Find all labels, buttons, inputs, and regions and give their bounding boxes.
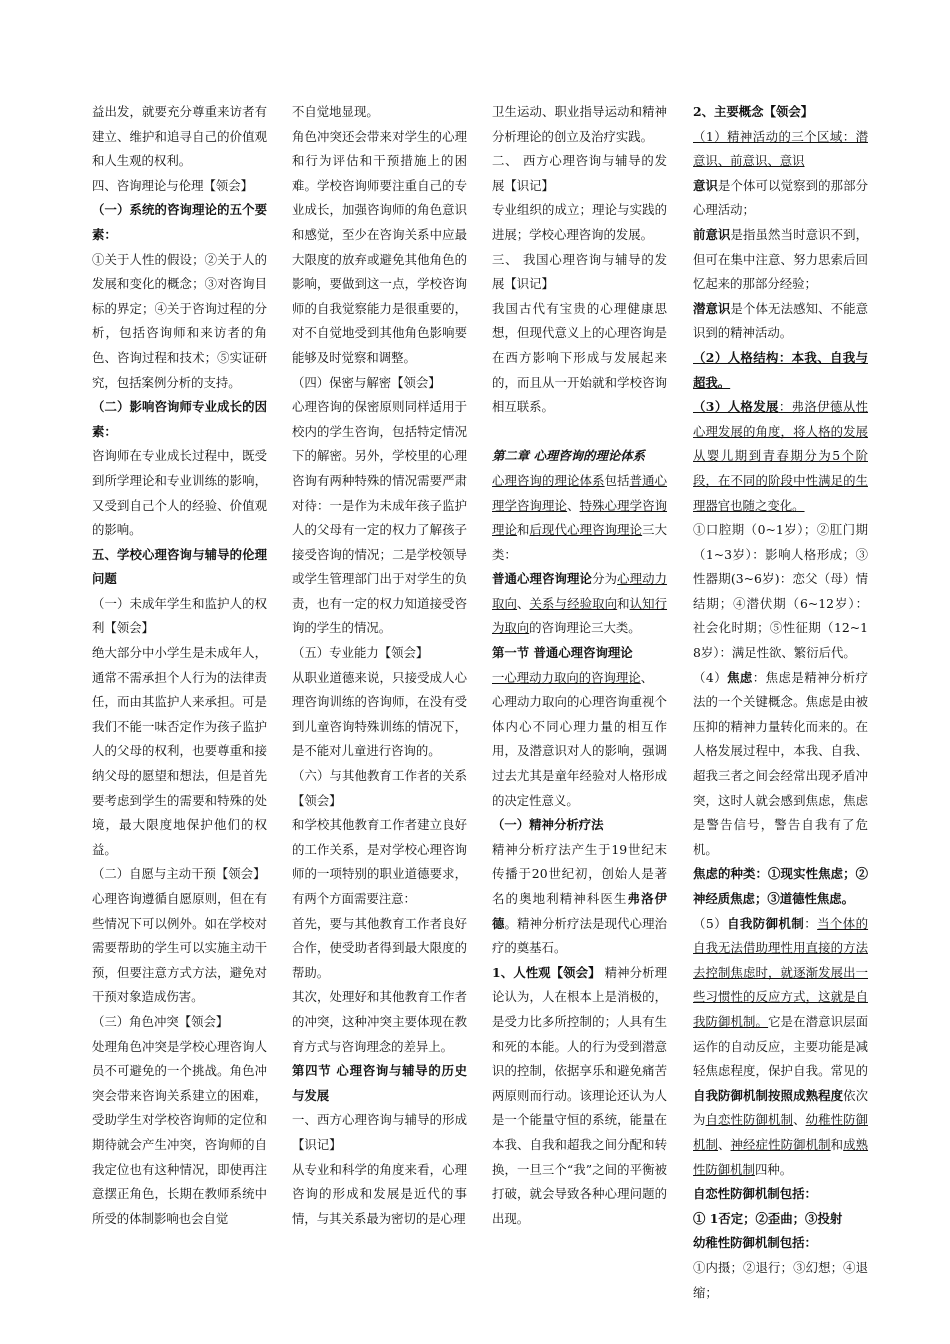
text-run: 它是在潜意识层面运作的自动反应，主要功能是减轻焦虑程度，保护自我。常见的 [693, 1013, 869, 1079]
section-heading: 第四节 心理咨询与辅导的历史与发展 [292, 1063, 467, 1103]
text-run: 和 [517, 522, 530, 538]
text-run: 精神分析疗法产生于19世纪末传播于20世纪初，创始人是著名的奥地利精神科医生 [492, 841, 667, 906]
term: 焦虑 [727, 669, 753, 685]
paragraph: 从专业和科学的角度来看，心理咨询的形成和发展是近代的事情，与其关系最为密切的是心理 [292, 1161, 467, 1226]
text-run: 三大类： [492, 522, 668, 562]
term: 心理咨询的理论体系 [492, 472, 605, 488]
subsection-heading: （一）未成年学生和监护人的权利【领会】 [92, 595, 267, 636]
term: 神经症性防御机制 [730, 1136, 831, 1152]
term: 前意识 [693, 226, 731, 242]
text-column-3 [492, 100, 667, 1231]
section-heading: 四、咨询理论与伦理【领会】 [92, 177, 254, 193]
paragraph: ①内摄；②退行；③幻想；④退缩； [693, 1259, 868, 1300]
subsection-heading: 2、主要概念【领会】 [693, 104, 814, 119]
text-run: ：焦虑是精神分析疗法的一个关键概念。焦虑是由被压抑的精神力量转化而来的。在人格发展过程中，本我、自我、超我三者之间会经常出现矛盾冲突，这时人就会感到焦虑，焦虑是警告信号，警告自我有了危机。 [693, 669, 869, 857]
paragraph: 益出发，就要充分尊重来访者有建立、维护和追寻自己的价值观和人生观的权利。 [92, 104, 267, 169]
term: 心理动力取向 [492, 571, 668, 611]
paragraph [492, 666, 667, 691]
paragraph [693, 912, 868, 1183]
text-run: 、 [718, 1136, 731, 1152]
paragraph: 处理角色冲突是学校心理咨询人员不可避免的一个挑战。角色冲突会带来咨询关系建立的困难，受助学生对学校咨询师的定位和期待就会产生冲突，咨询师的自我定位也有这种情况，即使再注意摆正角色，长期在教师系统中所受的体制影响也会自觉 [92, 1038, 267, 1226]
text-run: 、 [517, 595, 530, 611]
term: 特殊心理学咨询理论 [492, 497, 668, 538]
paragraph: 角色冲突还会带来对学生的心理和行为评估和干预措施上的困难。学校咨询师要注重自己的专业成长，加强咨询师的角色意识和感觉，至少在咨询关系中应最大限度的放弃或避免其他角色的影响，要做到这一点，学校咨询师的自我觉察能力是很重要的，对不自觉地受到其他角色影响要能够及时觉察和调整。 [292, 128, 467, 365]
section-heading: 五、学校心理咨询与辅导的伦理问题 [92, 546, 267, 587]
text-run: ：弗洛伊德从性心理发展的角度，将人格的发展从婴儿期到青春期分为5个阶段，在不同的阶段中性满足的生理器官也随之变化。 [693, 399, 869, 513]
paragraph: 和学校其他教育工作者建立良好的工作关系，是对学校心理咨询师的一项特别的职业道德要求，有两个方面需要注意： [292, 817, 467, 906]
term: 后现代心理咨询理论 [529, 522, 643, 538]
subsection-heading: （一）精神分析疗法 [492, 817, 604, 833]
subsection-heading: （五）专业能力【领会】 [292, 645, 429, 661]
paragraph [693, 666, 868, 863]
subsection-heading: （二）影响咨询师专业成长的因素： [92, 399, 267, 439]
subsection-heading: （四）保密与解密【领会】 [292, 374, 441, 390]
text-run: 、 [793, 1112, 806, 1128]
paragraph: 其次，处理好和其他教育工作者的冲突，这种冲突主要体现在教育方式与咨询理念的差异上。 [292, 989, 467, 1054]
text-column-1 [92, 100, 267, 1231]
text-run: 是个体可以觉察到的那部分心理活动； [693, 177, 869, 218]
term: 普通心理咨询理论 [492, 571, 593, 587]
paragraph: 我国古代有宝贵的心理健康思想，但现代意义上的心理咨询是在西方影响下形成与发展起来的，而且从一开始就和学校咨询相互联系。 [492, 300, 667, 415]
term: 意识 [693, 177, 719, 193]
text-column-4 [693, 100, 868, 1305]
paragraph: （1）精神活动的三个区域：潜意识、前意识、意识 [693, 128, 868, 169]
paragraph: 自恋性防御机制包括： [693, 1186, 817, 1202]
term: （3）人格发展 [693, 399, 779, 415]
paragraph: 幼稚性防御机制包括： [693, 1235, 817, 1251]
paragraph [693, 174, 868, 223]
paragraph: 首先，要与其他教育工作者良好合作，使受助者得到最大限度的帮助。 [292, 915, 467, 980]
text-run: 是个体无法感知、不能意识到的精神活动。 [693, 300, 869, 341]
term: 潜意识 [693, 300, 731, 316]
term: 自我防御机制按照成熟程度 [693, 1087, 844, 1103]
paragraph: （2）人格结构：本我、自我与超我。 [693, 349, 868, 390]
subsection-heading: （三）角色冲突【领会】 [92, 1013, 229, 1029]
subsection-heading: 1、人性观【领会】 [492, 964, 601, 980]
text-run: 和 [830, 1136, 844, 1152]
text-run: 、 [640, 669, 654, 685]
text-run: 是指虽然当时意识不到，但可在集中注意、努力思索后回忆起来的那部分经验； [693, 226, 869, 292]
paragraph: 不自觉地显现。 [292, 104, 379, 119]
term: 认知行为取向 [492, 595, 668, 636]
blank-line [492, 420, 667, 445]
text-run: 的咨询理论三大类。 [529, 620, 641, 636]
paragraph: ①口腔期（0~1岁）；②肛门期（1~3岁）：影响人格形成；③性器期(3~6岁)：恋父（母）情结期；④潜伏期（6~12岁）：社会化时期；⑤性征期（12~18岁）：满足性欲、繁衍后代。 [693, 522, 868, 661]
paragraph: ①关于人性的假设；②关于人的发展和变化的概念；③对咨询目标的界定；④关于咨询过程的分析，包括咨询师和来访者的角色、咨询过程和技术；⑤实证研究，包括案例分析的支持。 [92, 251, 267, 390]
term: 自恋性防御机制 [705, 1112, 794, 1128]
text-run: 分为 [592, 571, 618, 587]
paragraph: 心理动力取向的心理咨询重视个体内心不同心理力量的相互作用，及潜意识对人的影响，强调过去尤其是童年经验对人格形成的决定性意义。 [492, 694, 667, 808]
subsection-heading: （二）自愿与主动干预【领会】 [92, 866, 266, 882]
paragraph: 专业组织的成立；理论与实践的进展；学校心理咨询的发展。 [492, 202, 667, 242]
term: 成熟性防御机制 [693, 1136, 869, 1177]
paragraph: 卫生运动、职业指导运动和精神分析理论的创立及治疗实践。 [492, 104, 667, 144]
chapter-heading: 第二章 心理咨询的理论体系 [492, 448, 646, 464]
text-run: 、 [567, 497, 580, 513]
text-run: 和 [617, 595, 630, 611]
paragraph: ① 1否定；②歪曲；③投射 [693, 1210, 843, 1226]
subsection-heading: 一、西方心理咨询与辅导的形成【识记】 [292, 1112, 467, 1152]
text-run: 。精神分析疗法是现代心理治疗的奠基石。 [492, 915, 668, 956]
paragraph: 心理咨询的保密原则同样适用于校内的学生咨询，包括特定情况下的解密。另外，学校里的心理咨询有两种特殊的情况需要严肃对待：一是作为未成年孩子监护人的父母有一定的权力了解孩子接受咨询的情况；二是学校领导或学生管理部门出于对学生的负责，也有一定的权力知道接受咨询的学生的情况。 [292, 399, 467, 636]
paragraph [492, 961, 667, 1232]
text-run: 依次为 [693, 1087, 869, 1128]
paragraph: 心理咨询遵循自愿原则，但在有些情况下可以例外。如在学校对需要帮助的学生可以实施主动干预，但要注意方式方法，避免对干预对象造成伤害。 [92, 891, 267, 1005]
term: 普通心理学咨询理论 [492, 472, 668, 513]
text-run: （4） [693, 669, 728, 685]
text-run: 精神分析理论认为，人在根本上是消极的，是受力比多所控制的；人具有生和死的本能。人的行为受到潜意识的控制，依据享乐和避免痛苦两原则而行动。该理论还认为人是一个能量守恒的系统，能量在本我、自我和超我之间分配和转换，一旦三个“我”之间的平衡被打破，就会导致各种心理问题的出现。 [492, 964, 667, 1226]
section-heading: 第一节 普通心理咨询理论 [492, 645, 633, 661]
text-run: ： [804, 915, 818, 931]
text-column-2 [292, 100, 467, 1231]
subsection-heading: 二、 西方心理咨询与辅导的发展【识记】 [492, 153, 667, 193]
subsection-heading: （六）与其他教育工作者的关系【领会】 [292, 768, 467, 808]
term: 弗洛伊德 [492, 891, 668, 931]
term: 自我防御机制 [727, 915, 805, 931]
term: 幼稚性防御机制 [693, 1112, 869, 1152]
term: 关系与经验取向 [529, 595, 618, 611]
paragraph: 焦虑的种类：①现实性焦虑；②神经质焦虑；③道德性焦虑。 [693, 866, 868, 906]
text-run: 当个体的自我无法借助理性用直接的方法去控制焦虑时，就逐渐发展出一些习惯性的反应方式，这就是自我防御机制。 [693, 915, 869, 1029]
paragraph: 绝大部分中小学生是未成年人，通常不需承担个人行为的法律责任，而由其监护人来承担。可是我们不能一味否定作为孩子监护人的父母的权利，也要尊重和接纳父母的愿望和想法，但是首先要考虑到学生的需要和特殊的处境，最大限度地保护他们的权益。 [92, 645, 267, 857]
text-run: （5） [693, 915, 728, 931]
subsection-heading: 三、 我国心理咨询与辅导的发展【识记】 [492, 251, 667, 292]
subsection-heading: （一）系统的咨询理论的五个要素： [92, 202, 267, 242]
term: 一心理动力取向的咨询理论 [492, 669, 641, 685]
text-run: 四种。 [754, 1161, 793, 1177]
paragraph [693, 395, 868, 518]
paragraph [693, 223, 868, 297]
paragraph [492, 567, 667, 641]
paragraph: 从职业道德来说，只接受成人心理咨询训练的咨询师，在没有受到儿童咨询特殊训练的情况下，是不能对儿童进行咨询的。 [292, 669, 467, 759]
paragraph [693, 297, 868, 346]
paragraph [492, 838, 667, 961]
paragraph [492, 469, 667, 567]
paragraph: 咨询师在专业成长过程中，既受到所学理论和专业训练的影响，又受到自己个人的经验、价值观的影响。 [92, 448, 267, 538]
text-run: 包括 [604, 472, 630, 488]
